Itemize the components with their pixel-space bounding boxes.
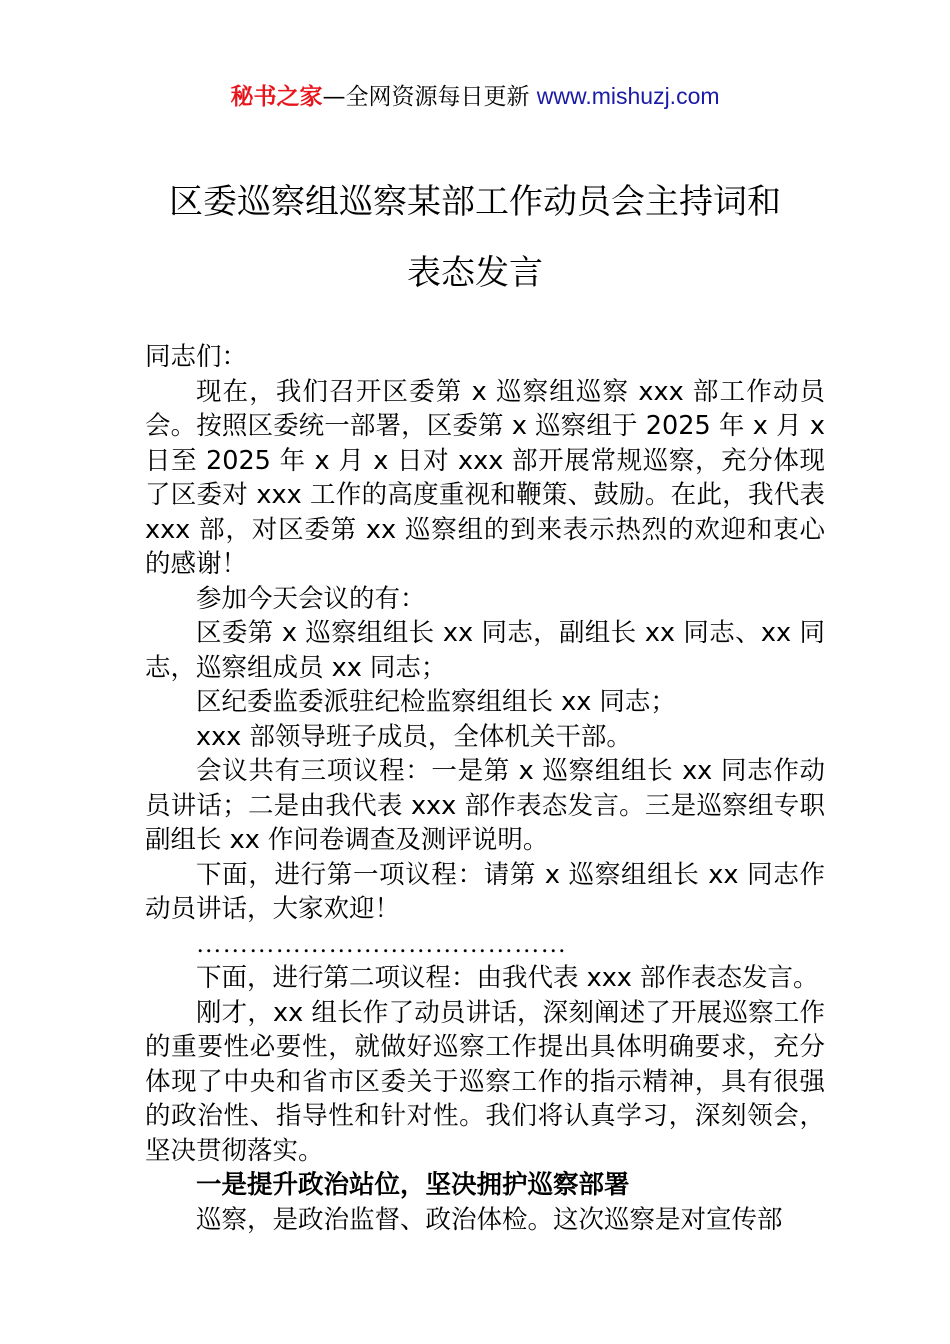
document-title-line-2: 表态发言 [407,253,543,293]
site-header [0,80,950,113]
paragraph-opening: 现在，我们召开区委第 x 巡察组巡察 xxx 部工作动员会。按照区委统一部署，区委第 x 巡察组于 2025 年 x 月 x 日至 2025 年 x 月 x 日对 xxx 部开展常规巡察，充分体现了区委对 xxx 工作的高度重视和鞭策、鼓励。在此，我代表 xxx 部，对区委第 xx 巡察组的到来表示热烈的欢迎和衷心的感谢！ [145,376,825,579]
ellipsis-separator: …………………………………… [196,928,567,958]
site-brand: 秘书之家 [230,84,323,110]
paragraph-section-1: 巡察，是政治监督、政治体检。这次巡察是对宣传部 [196,1204,783,1235]
site-url-link[interactable]: www.mishuzj.com [536,83,720,109]
paragraph-first-item: 下面，进行第一项议程：请第 x 巡察组组长 xx 同志作动员讲话，大家欢迎！ [145,859,825,924]
paragraph-attendees-inspection-team: 区委第 x 巡察组组长 xx 同志，副组长 xx 同志、xx 同志，巡察组成员 xx 同志； [145,618,825,683]
paragraph-agenda: 会议共有三项议程：一是第 x 巡察组组长 xx 同志作动员讲话；二是由我代表 xxx 部作表态发言。三是巡察组专职副组长 xx 作问卷调查及测评说明。 [145,756,825,855]
paragraph-attendees-discipline-team: 区纪委监委派驻纪检监察组组长 xx 同志； [196,687,676,717]
salutation: 同志们： [145,342,248,372]
site-tagline: —全网资源每日更新 [322,84,537,110]
document-body [145,340,825,1237]
section-heading-1: 一是提升政治站位，坚决拥护巡察部署 [196,1170,630,1200]
paragraph-second-item: 下面，进行第二项议程：由我代表 xxx 部作表态发言。 [196,963,819,993]
paragraph-response: 刚才，xx 组长作了动员讲话，深刻阐述了开展巡察工作的重要性必要性，就做好巡察工作提出具体明确要求，充分体现了中央和省市区委关于巡察工作的指示精神，具有很强的政治性、指导性和针对性。我们将认真学习，深刻领会，坚决贯彻落实。 [145,997,825,1166]
document-title-line-1: 区委巡察组巡察某部工作动员会主持词和 [169,182,781,222]
paragraph-attendees-department: xxx 部领导班子成员，全体机关干部。 [196,721,632,752]
paragraph-attendees-intro: 参加今天会议的有： [196,583,426,614]
